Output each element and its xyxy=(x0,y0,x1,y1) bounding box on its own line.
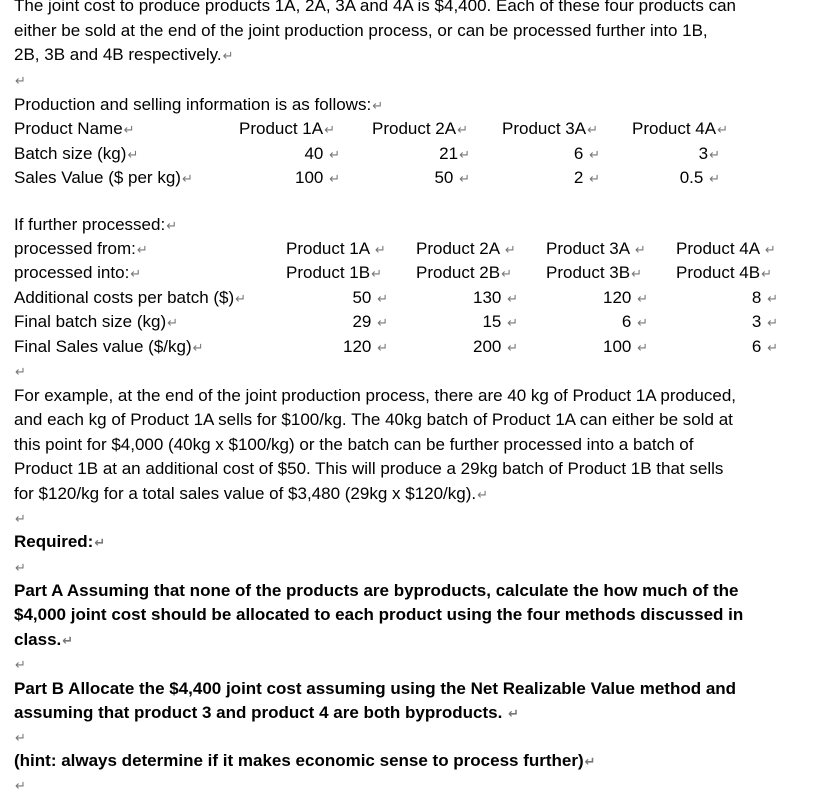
final-batch-size-3: 6 ↵ xyxy=(621,312,648,331)
intro-line-2: either be sold at the end of the joint production process, or can be processed further into 1B, xyxy=(14,21,708,40)
example-line-3: this point for $4,000 (40kg x $100/kg) or the batch can be further processed into a batch of xyxy=(14,435,694,454)
final-sales-value-4: 6 ↵ xyxy=(751,337,778,356)
from-product-1a: Product 1A ↵ xyxy=(286,239,386,258)
sales-value-3a: 2 ↵ xyxy=(573,168,600,187)
further-heading: If further processed:↵ xyxy=(14,215,178,234)
part-b-line-1: Part B Allocate the $4,400 joint cost assuming using the Net Realizable Value method and xyxy=(14,679,737,698)
from-product-2a: Product 2A ↵ xyxy=(416,239,516,258)
paragraph-mark: ↵ xyxy=(15,73,26,88)
additional-costs-3: 120 ↵ xyxy=(602,288,648,307)
final-batch-size-4: 3 ↵ xyxy=(751,312,778,331)
sales-value-1a: 100 ↵ xyxy=(294,168,340,187)
sales-value-4a: 0.5 ↵ xyxy=(679,168,720,187)
final-batch-size-1: 29 ↵ xyxy=(352,312,388,331)
product-3a-header: Product 3A↵ xyxy=(502,119,599,138)
sales-value-label: Sales Value ($ per kg)↵ xyxy=(14,168,193,187)
additional-costs-1: 50 ↵ xyxy=(352,288,388,307)
sales-value-2a: 50 ↵ xyxy=(434,168,470,187)
additional-costs-2: 130 ↵ xyxy=(472,288,518,307)
blank-line: ↵ xyxy=(15,560,26,575)
from-product-4a: Product 4A ↵ xyxy=(676,239,776,258)
from-product-3a: Product 3A ↵ xyxy=(546,239,646,258)
intro-line-3: 2B, 3B and 4B respectively.↵ xyxy=(14,45,234,64)
final-batch-size-label: Final batch size (kg)↵ xyxy=(14,312,179,331)
batch-size-2a: 21↵ xyxy=(439,144,470,163)
paragraph-mark: ↵ xyxy=(222,48,234,63)
final-sales-value-3: 100 ↵ xyxy=(602,337,648,356)
part-a-line-2: $4,000 joint cost should be allocated to each product using the four methods discussed in xyxy=(14,605,744,624)
product-1a-header: Product 1A↵ xyxy=(239,119,336,138)
processed-into-label: processed into:↵ xyxy=(14,263,142,282)
batch-size-4a: 3↵ xyxy=(698,144,720,163)
final-sales-value-1: 120 ↵ xyxy=(342,337,388,356)
batch-size-3a: 6 ↵ xyxy=(573,144,600,163)
example-line-5: for $120/kg for a total sales value of $3,480 (29kg x $120/kg).↵ xyxy=(14,484,489,503)
blank-line: ↵ xyxy=(15,657,26,672)
batch-size-label: Batch size (kg)↵ xyxy=(14,144,139,163)
required-label: Required:↵ xyxy=(14,532,106,551)
blank-line xyxy=(14,68,26,93)
final-batch-size-2: 15 ↵ xyxy=(482,312,518,331)
part-b-line-2: assuming that product 3 and product 4 are both byproducts. ↵ xyxy=(14,703,519,722)
into-product-3b: Product 3B↵ xyxy=(546,263,643,282)
additional-costs-4: 8 ↵ xyxy=(751,288,778,307)
hint-text: (hint: always determine if it makes economic sense to process further)↵ xyxy=(14,751,596,770)
additional-costs-label: Additional costs per batch ($)↵ xyxy=(14,288,247,307)
product-2a-header: Product 2A↵ xyxy=(372,119,469,138)
blank-line: ↵ xyxy=(15,730,26,745)
blank-line: ↵ xyxy=(15,778,26,793)
part-a-line-1: Part A Assuming that none of the products are byproducts, calculate the how much of the xyxy=(14,581,739,600)
blank-line: ↵ xyxy=(15,364,26,379)
example-line-2: and each kg of Product 1A sells for $100/kg. The 40kg batch of Product 1A can either be sold at xyxy=(14,410,733,429)
into-product-4b: Product 4B↵ xyxy=(676,263,773,282)
final-sales-value-2: 200 ↵ xyxy=(472,337,518,356)
part-a-line-3: class.↵ xyxy=(14,630,74,649)
blank-line: ↵ xyxy=(15,511,26,526)
example-line-4: Product 1B at an additional cost of $50. This will produce a 29kg batch of Product 1B that sells xyxy=(14,459,724,478)
product-4a-header: Product 4A↵ xyxy=(632,119,729,138)
production-heading: Production and selling information is as follows:↵ xyxy=(14,95,384,114)
product-name-label: Product Name↵ xyxy=(14,119,135,138)
batch-size-1a: 40 ↵ xyxy=(304,144,340,163)
example-line-1: For example, at the end of the joint production process, there are 40 kg of Product 1A produced, xyxy=(14,386,736,405)
into-product-1b: Product 1B↵ xyxy=(286,263,383,282)
final-sales-value-label: Final Sales value ($/kg)↵ xyxy=(14,337,204,356)
into-product-2b: Product 2B↵ xyxy=(416,263,513,282)
processed-from-label: processed from:↵ xyxy=(14,239,148,258)
intro-line-1: The joint cost to produce products 1A, 2A, 3A and 4A is $4,400. Each of these four products can xyxy=(14,0,737,15)
